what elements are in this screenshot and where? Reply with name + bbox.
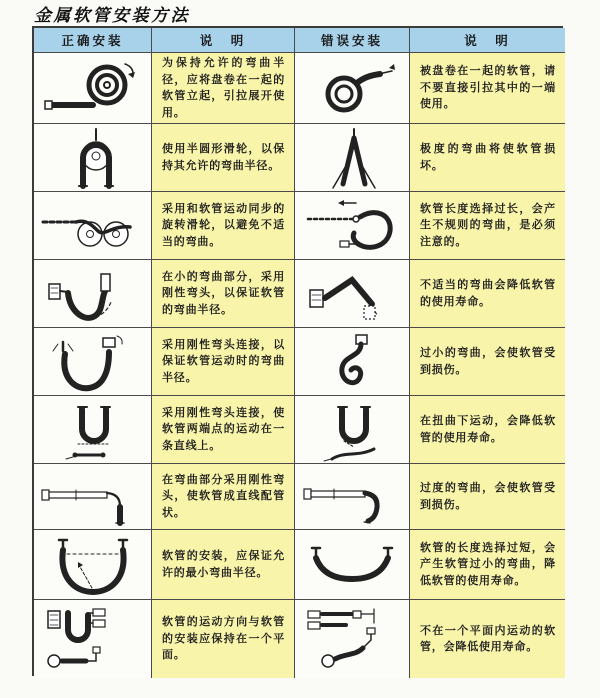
- row5-wrong-image-cell: [295, 328, 410, 396]
- row5-correct-image-cell: [34, 328, 152, 396]
- row2-wrong-image-cell: [295, 124, 410, 192]
- hose-installation-table: [32, 26, 563, 676]
- row7-wrong-image-cell: [295, 464, 410, 530]
- improper-sharp-bend-illustration: [302, 262, 402, 326]
- header-correct-install: 正确安装: [34, 28, 152, 53]
- minimum-bend-radius-sag-illustration: [38, 532, 148, 598]
- row8-correct-image-cell: [34, 530, 152, 600]
- row8-wrong-desc: 软管的长度选择过短，会产生软管过小的弯曲，降低软管的使用寿命。: [410, 530, 565, 600]
- row9-correct-image-cell: [34, 600, 152, 678]
- header-description-left: 说 明: [152, 28, 295, 53]
- coil-pulled-from-end-illustration: [302, 58, 402, 118]
- rigid-elbow-small-bend-illustration: [41, 262, 145, 326]
- twisted-u-loop-illustration: [300, 397, 404, 463]
- row9-correct-desc: 软管的运动方向与软管的安装应保持在一个平面。: [152, 600, 295, 678]
- coiled-hose-stood-up-illustration: [41, 57, 145, 119]
- out-of-plane-motion-illustration: [300, 603, 404, 675]
- row9-wrong-image-cell: [295, 600, 410, 678]
- row6-wrong-image-cell: [295, 396, 410, 464]
- row7-correct-image-cell: [34, 464, 152, 530]
- row6-correct-image-cell: [34, 396, 152, 464]
- u-loop-straight-line-motion-illustration: [38, 397, 148, 463]
- excessive-elbow-bend-illustration: [300, 467, 404, 527]
- header-wrong-install: 错误安装: [295, 28, 410, 53]
- row8-correct-desc: 软管的安装，应保证允许的最小弯曲半径。: [152, 530, 295, 600]
- row6-correct-desc: 采用刚性弯头连接，使软管两端点的运动在一条直线上。: [152, 396, 295, 464]
- row3-correct-image-cell: [34, 192, 152, 260]
- semicircular-pulley-illustration: [41, 126, 145, 190]
- row4-wrong-desc: 不适当的弯曲会降低软管的使用寿命。: [410, 260, 565, 328]
- sharply-bent-hose-illustration: [302, 126, 402, 190]
- row7-correct-desc: 在弯曲部分采用刚性弯头，使软管成直线配管状。: [152, 464, 295, 530]
- row3-wrong-image-cell: [295, 192, 410, 260]
- row6-wrong-desc: 在扭曲下运动，会降低软管的使用寿命。: [410, 396, 565, 464]
- page-title: 金属软管安装方法: [34, 6, 190, 25]
- too-small-bend-hook-illustration: [302, 330, 402, 394]
- row8-wrong-image-cell: [295, 530, 410, 600]
- row9-wrong-desc: 不在一个平面内运动的软管，会降低使用寿命。: [410, 600, 565, 678]
- row3-correct-desc: 采用和软管运动同步的旋转滑轮，以避免不适当的弯曲。: [152, 192, 295, 260]
- row2-correct-desc: 使用半圆形滑轮，以保持其允许的弯曲半径。: [152, 124, 295, 192]
- motion-in-one-plane-illustration: [38, 603, 148, 675]
- row1-correct-image-cell: [34, 53, 152, 124]
- row1-wrong-image-cell: [295, 53, 410, 124]
- row5-correct-desc: 采用刚性弯头连接，以保证软管运动时的弯曲半径。: [152, 328, 295, 396]
- rotating-pulleys-illustration: [38, 195, 148, 257]
- row7-wrong-desc: 过度的弯曲，会使软管受到损伤。: [410, 464, 565, 530]
- row3-wrong-desc: 软管长度选择过长，会产生不规则的弯曲，是必须注意的。: [410, 192, 565, 260]
- row4-wrong-image-cell: [295, 260, 410, 328]
- row2-wrong-desc: 极度的弯曲将使软管损坏。: [410, 124, 565, 192]
- row2-correct-image-cell: [34, 124, 152, 192]
- header-description-right: 说 明: [410, 28, 565, 53]
- row4-correct-desc: 在小的弯曲部分，采用刚性弯头，以保证软管的弯曲半径。: [152, 260, 295, 328]
- row1-wrong-desc: 被盘卷在一起的软管，请不要直接引拉其中的一端使用。: [410, 53, 565, 124]
- row1-correct-desc: 为保持允许的弯曲半径，应将盘卷在一起的软管立起，引拉展开使用。: [152, 53, 295, 124]
- row4-correct-image-cell: [34, 260, 152, 328]
- rigid-elbow-u-loop-illustration: [41, 330, 145, 394]
- overlong-hose-loop-illustration: [300, 195, 404, 257]
- too-short-taut-hose-illustration: [300, 532, 404, 598]
- row5-wrong-desc: 过小的弯曲，会使软管受到损伤。: [410, 328, 565, 396]
- straight-piping-rigid-elbow-illustration: [38, 467, 148, 527]
